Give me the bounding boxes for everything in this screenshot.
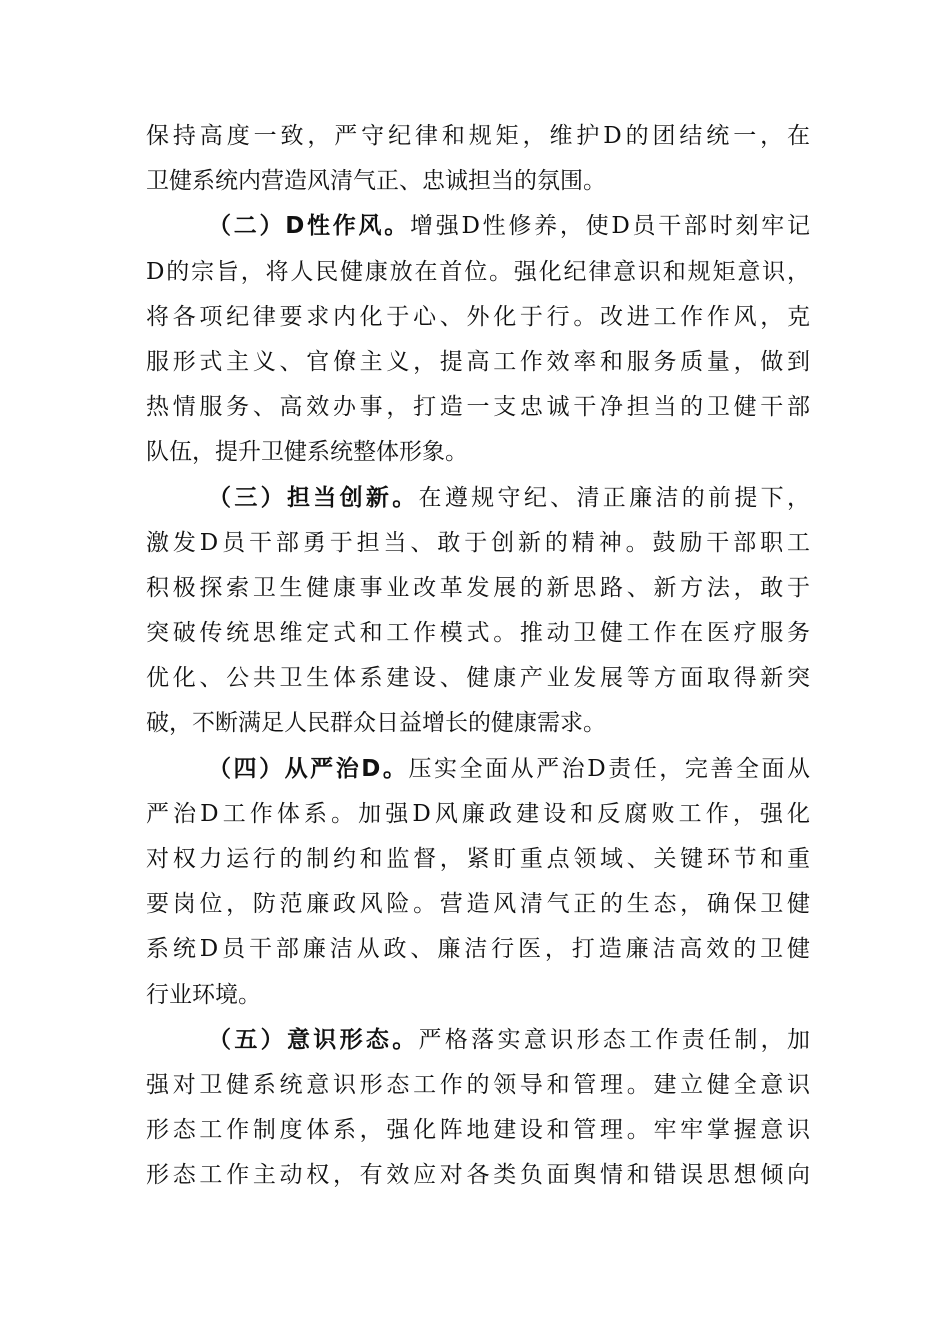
line-text: 要岗位，防范廉政风险。营造风清气正的生态，确保卫健: [146, 891, 810, 918]
section-heading: （五）意识形态。: [208, 1026, 419, 1053]
line-text: 优化、公共卫生体系建设、健康产业发展等方面取得新突: [146, 665, 810, 692]
line-text: 行业环境。: [146, 981, 261, 1008]
text-line: [146, 340, 810, 385]
text-line: [146, 114, 810, 159]
line-text: 严格落实意识形态工作责任制，加: [418, 1026, 810, 1053]
line-text: 形态工作主动权，有效应对各类负面舆情和错误思想倾向: [146, 1162, 810, 1189]
text-line: [146, 385, 810, 430]
text-line: [146, 611, 810, 656]
body-text: [146, 114, 810, 1199]
line-text: 破，不断满足人民群众日益增长的健康需求。: [146, 710, 606, 737]
text-line: [146, 1063, 810, 1108]
text-line: [146, 204, 810, 249]
text-line: [146, 159, 810, 204]
line-text: 服形式主义、官僚主义，提高工作效率和服务质量，做到: [146, 348, 810, 375]
section-heading: （四）从严治D。: [208, 755, 409, 782]
text-line: [146, 747, 810, 792]
line-text: 积极探索卫生健康事业改革发展的新思路、新方法，敢于: [146, 574, 810, 601]
line-text: 对权力运行的制约和监督，紧盯重点领域、关键环节和重: [146, 846, 810, 872]
line-text: 形态工作制度体系，强化阵地建设和管理。牢牢掌握意识: [146, 1117, 810, 1144]
text-line: [146, 476, 810, 521]
line-text: 强对卫健系统意识形态工作的领导和管理。建立健全意识: [146, 1071, 810, 1098]
line-text: 在遵规守纪、清正廉洁的前提下，: [418, 484, 810, 511]
line-text: 卫健系统内营造风清气正、忠诚担当的氛围。: [146, 168, 606, 195]
text-line: [146, 566, 810, 611]
line-text: 队伍，提升卫健系统整体形象。: [146, 439, 468, 466]
line-text: 增强D性修养，使D员干部时刻牢记: [410, 213, 810, 240]
text-line: [146, 701, 810, 746]
section-heading: （二）D性作风。: [208, 213, 411, 240]
text-line: [146, 521, 810, 566]
line-text: 激发D员干部勇于担当、敢于创新的精神。鼓励干部职工: [146, 529, 810, 556]
text-line: [146, 250, 810, 295]
text-line: [146, 430, 810, 475]
section-heading: （三）担当创新。: [208, 484, 419, 511]
text-line: [146, 792, 810, 837]
text-line: [146, 656, 810, 701]
text-line: [146, 882, 810, 927]
text-line: [146, 973, 810, 1018]
line-text: 系统D员干部廉洁从政、廉洁行医，打造廉洁高效的卫健: [146, 936, 810, 963]
line-text: D的宗旨，将人民健康放在首位。强化纪律意识和规矩意识，: [146, 258, 810, 285]
text-line: [146, 927, 810, 972]
line-text: 压实全面从严治D责任，完善全面从: [408, 755, 810, 782]
text-line: [146, 837, 810, 882]
text-line: [146, 1108, 810, 1153]
line-text: 将各项纪律要求内化于心、外化于行。改进工作作风，克: [146, 303, 810, 330]
line-text: 严治D工作体系。加强D风廉政建设和反腐败工作，强化: [146, 800, 810, 827]
text-line: [146, 295, 810, 340]
line-text: 突破传统思维定式和工作模式。推动卫健工作在医疗服务: [146, 620, 810, 647]
text-line: [146, 1153, 810, 1198]
line-text: 热情服务、高效办事，打造一支忠诚干净担当的卫健干部: [146, 394, 810, 421]
line-text: 保持高度一致，严守纪律和规矩，维护D的团结统一，在: [146, 123, 810, 149]
text-line: [146, 1018, 810, 1063]
